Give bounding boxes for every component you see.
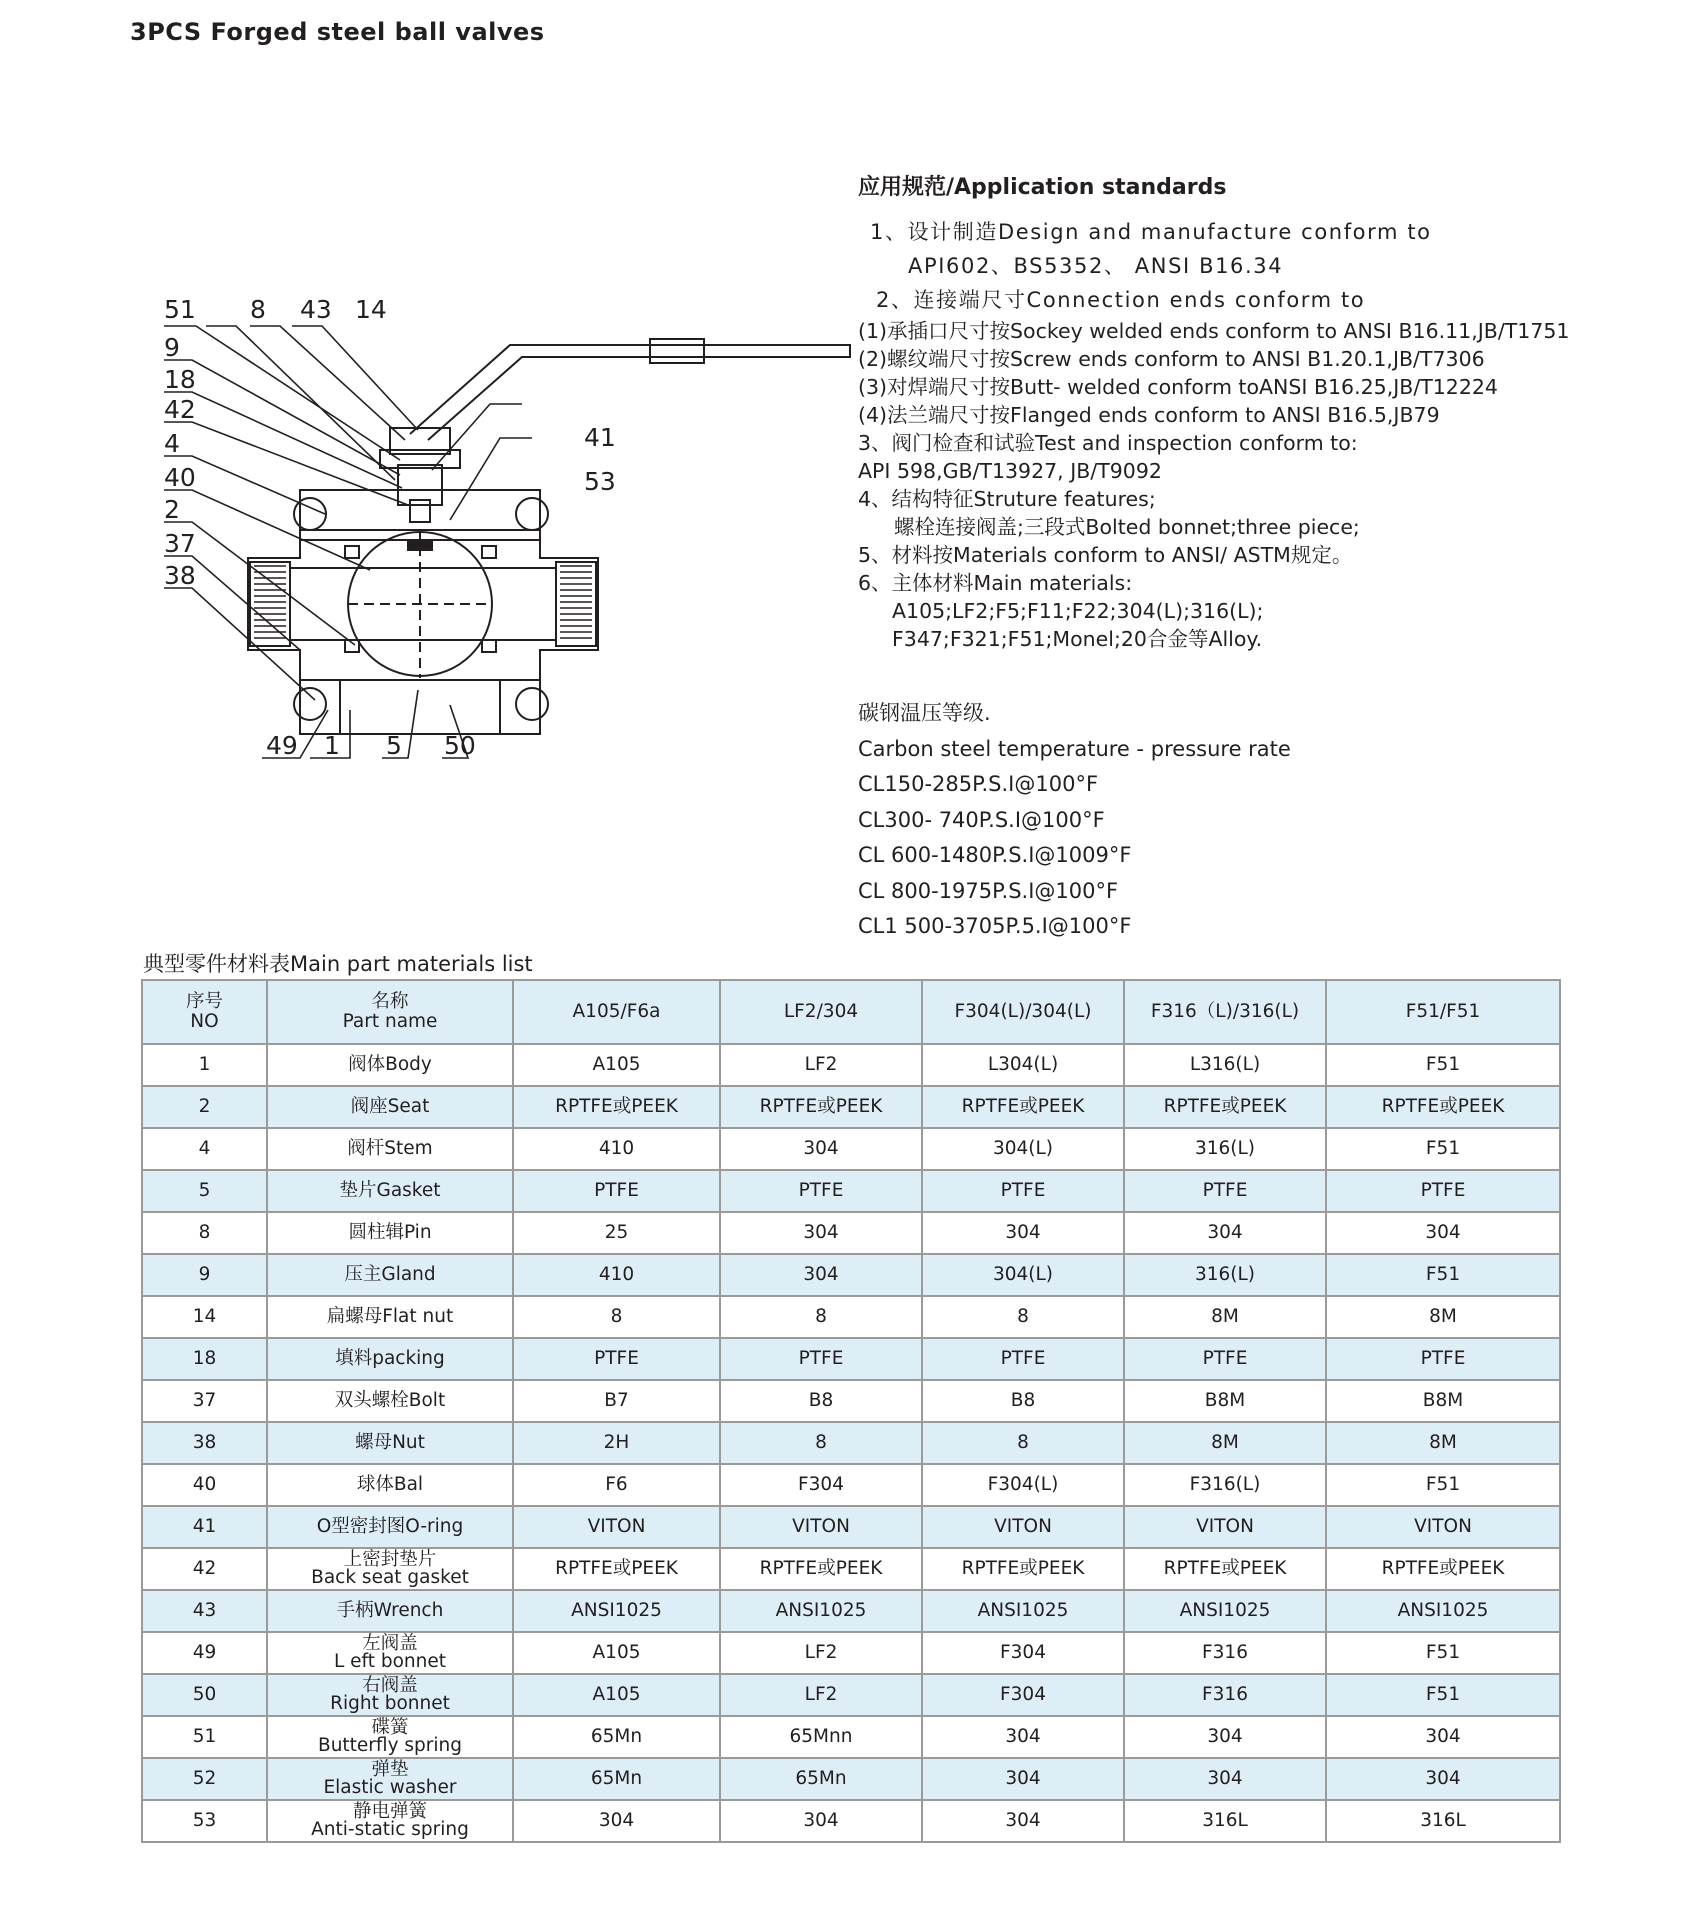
callout-14: 14 [355, 295, 387, 324]
standard-line-6: (3)对焊端尺寸按Butt- welded conform toANSI B16.25,JB/T12224 [858, 375, 1498, 399]
standard-line-1: 1、设计制造Design and manufacture conform to [870, 220, 1432, 244]
valve-linework [248, 339, 850, 734]
table-row [142, 1212, 1560, 1254]
table-row [142, 1674, 1560, 1716]
callout-5: 5 [386, 731, 402, 760]
part-name-line: 右阀盖 [362, 1675, 418, 1696]
header-no-cn: 序号 [185, 991, 223, 1012]
cell-part-name [267, 1380, 513, 1422]
standard-line-10: 4、结构特征Struture features; [858, 487, 1156, 511]
cell-part-name [267, 1170, 513, 1212]
standard-line-15: F347;F321;F51;Monel;20合金等Alloy. [892, 627, 1263, 651]
cell-material: ANSI1025 [720, 1590, 922, 1632]
cell-no: 8 [142, 1212, 267, 1254]
cell-material: 65Mn [720, 1758, 922, 1800]
header-col-5: F51/F51 [1326, 980, 1560, 1044]
cell-material: 65Mnn [720, 1716, 922, 1758]
cell-material: PTFE [1124, 1338, 1326, 1380]
header-col-4: F316（L)/316(L) [1124, 980, 1326, 1044]
cell-material: F316(L) [1124, 1464, 1326, 1506]
cell-material: F51 [1326, 1632, 1560, 1674]
part-name-line: L eft bonnet [333, 1651, 447, 1672]
table-row [142, 1170, 1560, 1212]
standard-line-14: A105;LF2;F5;F11;F22;304(L);316(L); [892, 599, 1264, 623]
cell-material: PTFE [1326, 1170, 1560, 1212]
cell-material: 304 [1124, 1758, 1326, 1800]
cell-no: 18 [142, 1338, 267, 1380]
standard-line-7: (4)法兰端尺寸按Flanged ends conform to ANSI B16.5,JB79 [858, 403, 1440, 427]
materials-table-title: 典型零件材料表Main part materials list [143, 952, 533, 976]
part-name-line: 扁螺母Flat nut [326, 1306, 454, 1327]
cell-material: 8 [922, 1296, 1124, 1338]
cell-no: 52 [142, 1758, 267, 1800]
cell-material: 304 [922, 1716, 1124, 1758]
callout-53: 53 [584, 467, 616, 496]
standards-heading: 应用规范/Application standards [858, 175, 1227, 200]
pressure-rating-block [858, 696, 1291, 945]
cell-part-name [267, 1800, 513, 1842]
callout-1: 1 [324, 731, 340, 760]
table-row [142, 1800, 1560, 1842]
cell-material: 8 [720, 1296, 922, 1338]
cell-material: 304 [1124, 1212, 1326, 1254]
part-name-line: Elastic washer [323, 1777, 457, 1798]
page-title: 3PCS Forged steel ball valves [130, 18, 545, 46]
cell-material: LF2 [720, 1632, 922, 1674]
cell-part-name [267, 1590, 513, 1632]
table-row [142, 1590, 1560, 1632]
cell-material: 8M [1326, 1422, 1560, 1464]
cell-material: RPTFE或PEEK [922, 1086, 1124, 1128]
cell-material: RPTFE或PEEK [1124, 1086, 1326, 1128]
cell-material: B7 [513, 1380, 720, 1422]
cell-material: F6 [513, 1464, 720, 1506]
part-name-line: Right bonnet [330, 1693, 450, 1714]
callout-4: 4 [164, 429, 180, 458]
table-row [142, 1254, 1560, 1296]
cell-material: B8M [1124, 1380, 1326, 1422]
cell-material: VITON [1124, 1506, 1326, 1548]
cell-material: PTFE [720, 1170, 922, 1212]
cell-material: ANSI1025 [1326, 1590, 1560, 1632]
cell-material: 316L [1124, 1800, 1326, 1842]
cell-material: 304 [720, 1212, 922, 1254]
application-standards [858, 170, 1678, 653]
rating-line-7: CL1 500-3705P.5.I@100°F [858, 914, 1132, 938]
cell-material: LF2 [720, 1044, 922, 1086]
cell-material: 410 [513, 1254, 720, 1296]
rating-line-6: CL 800-1975P.S.I@100°F [858, 878, 1119, 903]
callout-37: 37 [164, 529, 196, 558]
cell-material: F51 [1326, 1464, 1560, 1506]
cell-material: 316(L) [1124, 1254, 1326, 1296]
cell-part-name [267, 1716, 513, 1758]
cell-material: F51 [1326, 1128, 1560, 1170]
part-name-line: 阀杆Stem [347, 1138, 433, 1159]
cell-material: 8 [922, 1422, 1124, 1464]
cell-material: B8 [720, 1380, 922, 1422]
cell-no: 5 [142, 1170, 267, 1212]
cell-material: 304 [922, 1800, 1124, 1842]
cell-material: VITON [1326, 1506, 1560, 1548]
cell-material: 304 [1326, 1212, 1560, 1254]
cell-material: 304 [720, 1128, 922, 1170]
cell-material: F304 [720, 1464, 922, 1506]
standard-line-3: 2、连接端尺寸Connection ends conform to [876, 288, 1366, 312]
header-col-3: F304(L)/304(L) [922, 980, 1124, 1044]
cell-material: F304(L) [922, 1464, 1124, 1506]
materials-table [141, 979, 1561, 1843]
cell-material: 410 [513, 1128, 720, 1170]
cell-material: 316(L) [1124, 1128, 1326, 1170]
cell-material: PTFE [922, 1170, 1124, 1212]
table-row [142, 1380, 1560, 1422]
cell-material: F316 [1124, 1632, 1326, 1674]
cell-material: PTFE [513, 1338, 720, 1380]
part-name-line: 弹垫 [371, 1759, 409, 1780]
cell-no: 2 [142, 1086, 267, 1128]
cell-material: LF2 [720, 1674, 922, 1716]
part-name-line: Butterfly spring [318, 1735, 462, 1756]
standard-line-12: 5、材料按Materials conform to ANSI/ ASTM规定。 [858, 543, 1353, 567]
part-name-line: 阀体Body [348, 1054, 432, 1075]
cell-part-name [267, 1464, 513, 1506]
cell-material: 2H [513, 1422, 720, 1464]
part-name-line: 填料packing [335, 1348, 445, 1369]
cell-no: 53 [142, 1800, 267, 1842]
cell-material: ANSI1025 [1124, 1590, 1326, 1632]
cell-no: 42 [142, 1548, 267, 1590]
cell-material: 304 [1124, 1716, 1326, 1758]
standard-line-13: 6、主体材料Main materials: [858, 571, 1133, 595]
callout-51: 51 [164, 295, 196, 324]
cell-no: 9 [142, 1254, 267, 1296]
cell-material: 304 [922, 1212, 1124, 1254]
part-name-line: 碟簧 [371, 1717, 409, 1738]
cell-part-name [267, 1632, 513, 1674]
table-row [142, 1086, 1560, 1128]
table-row [142, 1422, 1560, 1464]
table-row [142, 1044, 1560, 1086]
part-name-line: 静电弹簧 [352, 1801, 427, 1822]
cell-material: ANSI1025 [922, 1590, 1124, 1632]
callout-2: 2 [164, 495, 180, 524]
callout-41: 41 [584, 423, 616, 452]
standard-line-11: 螺栓连接阀盖;三段式Bolted bonnet;three piece; [894, 515, 1360, 539]
part-name-line: 球体Bal [356, 1474, 424, 1495]
cell-material: 316L [1326, 1800, 1560, 1842]
cell-material: RPTFE或PEEK [922, 1548, 1124, 1590]
callout-8: 8 [250, 295, 266, 324]
cell-material: F316 [1124, 1674, 1326, 1716]
cell-material: L304(L) [922, 1044, 1124, 1086]
cell-part-name [267, 1506, 513, 1548]
callout-49: 49 [266, 731, 298, 760]
part-name-line: 圆柱辑Pin [348, 1222, 432, 1243]
standard-line-5: (2)螺纹端尺寸按Screw ends conform to ANSI B1.20.1,JB/T7306 [858, 347, 1485, 371]
cell-material: 25 [513, 1212, 720, 1254]
callout-43: 43 [300, 295, 332, 324]
header-name-en: Part name [342, 1011, 438, 1032]
cell-material: 304(L) [922, 1128, 1124, 1170]
standard-line-9: API 598,GB/T13927, JB/T9092 [858, 459, 1162, 483]
cell-material: F304 [922, 1632, 1124, 1674]
cell-material: 304 [1326, 1758, 1560, 1800]
callout-42: 42 [164, 395, 196, 424]
cell-material: PTFE [720, 1338, 922, 1380]
part-name-line: 螺母Nut [355, 1432, 425, 1453]
cell-material: RPTFE或PEEK [720, 1086, 922, 1128]
callout-50: 50 [444, 731, 476, 760]
cell-material: 304 [720, 1254, 922, 1296]
cell-material: VITON [720, 1506, 922, 1548]
table-row [142, 1506, 1560, 1548]
cell-no: 41 [142, 1506, 267, 1548]
part-name-line: Anti-static spring [311, 1819, 469, 1840]
cell-material: A105 [513, 1674, 720, 1716]
header-part-name [267, 980, 513, 1044]
cell-no: 37 [142, 1380, 267, 1422]
cell-material: 304(L) [922, 1254, 1124, 1296]
cell-no: 51 [142, 1716, 267, 1758]
part-name-line: 压主Gland [344, 1264, 436, 1285]
cell-material: VITON [513, 1506, 720, 1548]
cell-part-name [267, 1086, 513, 1128]
cell-material: F51 [1326, 1674, 1560, 1716]
cell-material: RPTFE或PEEK [1326, 1086, 1560, 1128]
part-name-line: 垫片Gasket [339, 1180, 441, 1201]
cell-part-name [267, 1044, 513, 1086]
header-col-2: LF2/304 [720, 980, 922, 1044]
standard-line-4: (1)承插口尺寸按Sockey welded ends conform to ANSI B16.11,JB/T1751 [858, 319, 1570, 343]
cell-material: F51 [1326, 1254, 1560, 1296]
cell-material: L316(L) [1124, 1044, 1326, 1086]
cell-material: PTFE [922, 1338, 1124, 1380]
table-row [142, 1464, 1560, 1506]
callout-labels [164, 295, 616, 760]
cell-no: 14 [142, 1296, 267, 1338]
table-row [142, 1548, 1560, 1590]
cell-material: PTFE [513, 1170, 720, 1212]
cell-part-name [267, 1674, 513, 1716]
table-header-row [142, 980, 1560, 1044]
cell-material: 8M [1124, 1422, 1326, 1464]
callout-leaders [164, 326, 532, 758]
table-row [142, 1632, 1560, 1674]
cell-material: B8 [922, 1380, 1124, 1422]
cell-material: 65Mn [513, 1758, 720, 1800]
cell-part-name [267, 1254, 513, 1296]
cell-part-name [267, 1212, 513, 1254]
cell-no: 1 [142, 1044, 267, 1086]
rating-line-3: CL150-285P.S.I@100°F [858, 772, 1099, 796]
cell-material: 304 [922, 1758, 1124, 1800]
cell-no: 49 [142, 1632, 267, 1674]
cell-part-name [267, 1338, 513, 1380]
cell-material: B8M [1326, 1380, 1560, 1422]
part-name-line: Back seat gasket [311, 1567, 469, 1588]
cell-material: 304 [1326, 1716, 1560, 1758]
part-name-line: 左阀盖 [362, 1633, 418, 1654]
cell-no: 40 [142, 1464, 267, 1506]
callout-18: 18 [164, 365, 196, 394]
rating-line-5: CL 600-1480P.S.I@1009°F [858, 843, 1132, 867]
cell-material: 8M [1326, 1296, 1560, 1338]
standard-line-2: API602、BS5352、 ANSI B16.34 [908, 254, 1284, 278]
cell-material: F304 [922, 1674, 1124, 1716]
cell-material: RPTFE或PEEK [720, 1548, 922, 1590]
cell-material: 65Mn [513, 1716, 720, 1758]
materials-table-body [142, 1044, 1560, 1842]
part-name-line: O型密封图O-ring [316, 1516, 464, 1537]
cell-material: 8M [1124, 1296, 1326, 1338]
cell-part-name [267, 1296, 513, 1338]
callout-38: 38 [164, 561, 196, 590]
cell-material: VITON [922, 1506, 1124, 1548]
part-name-line: 上密封垫片 [343, 1549, 437, 1570]
header-name-cn: 名称 [371, 991, 409, 1012]
header-col-1: A105/F6a [513, 980, 720, 1044]
callout-40: 40 [164, 463, 196, 492]
cell-no: 50 [142, 1674, 267, 1716]
cell-material: PTFE [1326, 1338, 1560, 1380]
table-row [142, 1128, 1560, 1170]
callout-9: 9 [164, 333, 180, 362]
standard-line-8: 3、阀门检查和试验Test and inspection conform to: [858, 431, 1358, 455]
cell-material: RPTFE或PEEK [1326, 1548, 1560, 1590]
cell-material: 304 [720, 1800, 922, 1842]
cell-no: 38 [142, 1422, 267, 1464]
cell-material: RPTFE或PEEK [513, 1086, 720, 1128]
rating-line-4: CL300- 740P.S.I@100°F [858, 807, 1105, 832]
table-row [142, 1296, 1560, 1338]
cell-material: RPTFE或PEEK [1124, 1548, 1326, 1590]
valve-cross-section-drawing [150, 295, 870, 780]
cell-material: RPTFE或PEEK [513, 1548, 720, 1590]
header-no-en: NO [190, 1011, 219, 1032]
cell-material: ANSI1025 [513, 1590, 720, 1632]
cell-material: 8 [720, 1422, 922, 1464]
cell-material: 8 [513, 1296, 720, 1338]
cell-material: A105 [513, 1044, 720, 1086]
cell-part-name [267, 1758, 513, 1800]
cell-material: A105 [513, 1632, 720, 1674]
header-no [142, 980, 267, 1044]
cell-no: 43 [142, 1590, 267, 1632]
cell-material: 304 [513, 1800, 720, 1842]
table-row [142, 1758, 1560, 1800]
rating-line-1: 碳钢温压等级. [858, 701, 991, 725]
cell-material: PTFE [1124, 1170, 1326, 1212]
rating-line-2: Carbon steel temperature - pressure rate [858, 736, 1291, 761]
cell-part-name [267, 1548, 513, 1590]
part-name-line: 阀座Seat [350, 1096, 430, 1117]
part-name-line: 手柄Wrench [336, 1600, 444, 1621]
table-row [142, 1338, 1560, 1380]
part-name-line: 双头螺栓Bolt [334, 1390, 446, 1411]
cell-material: F51 [1326, 1044, 1560, 1086]
cell-part-name [267, 1422, 513, 1464]
cell-no: 4 [142, 1128, 267, 1170]
table-row [142, 1716, 1560, 1758]
cell-part-name [267, 1128, 513, 1170]
